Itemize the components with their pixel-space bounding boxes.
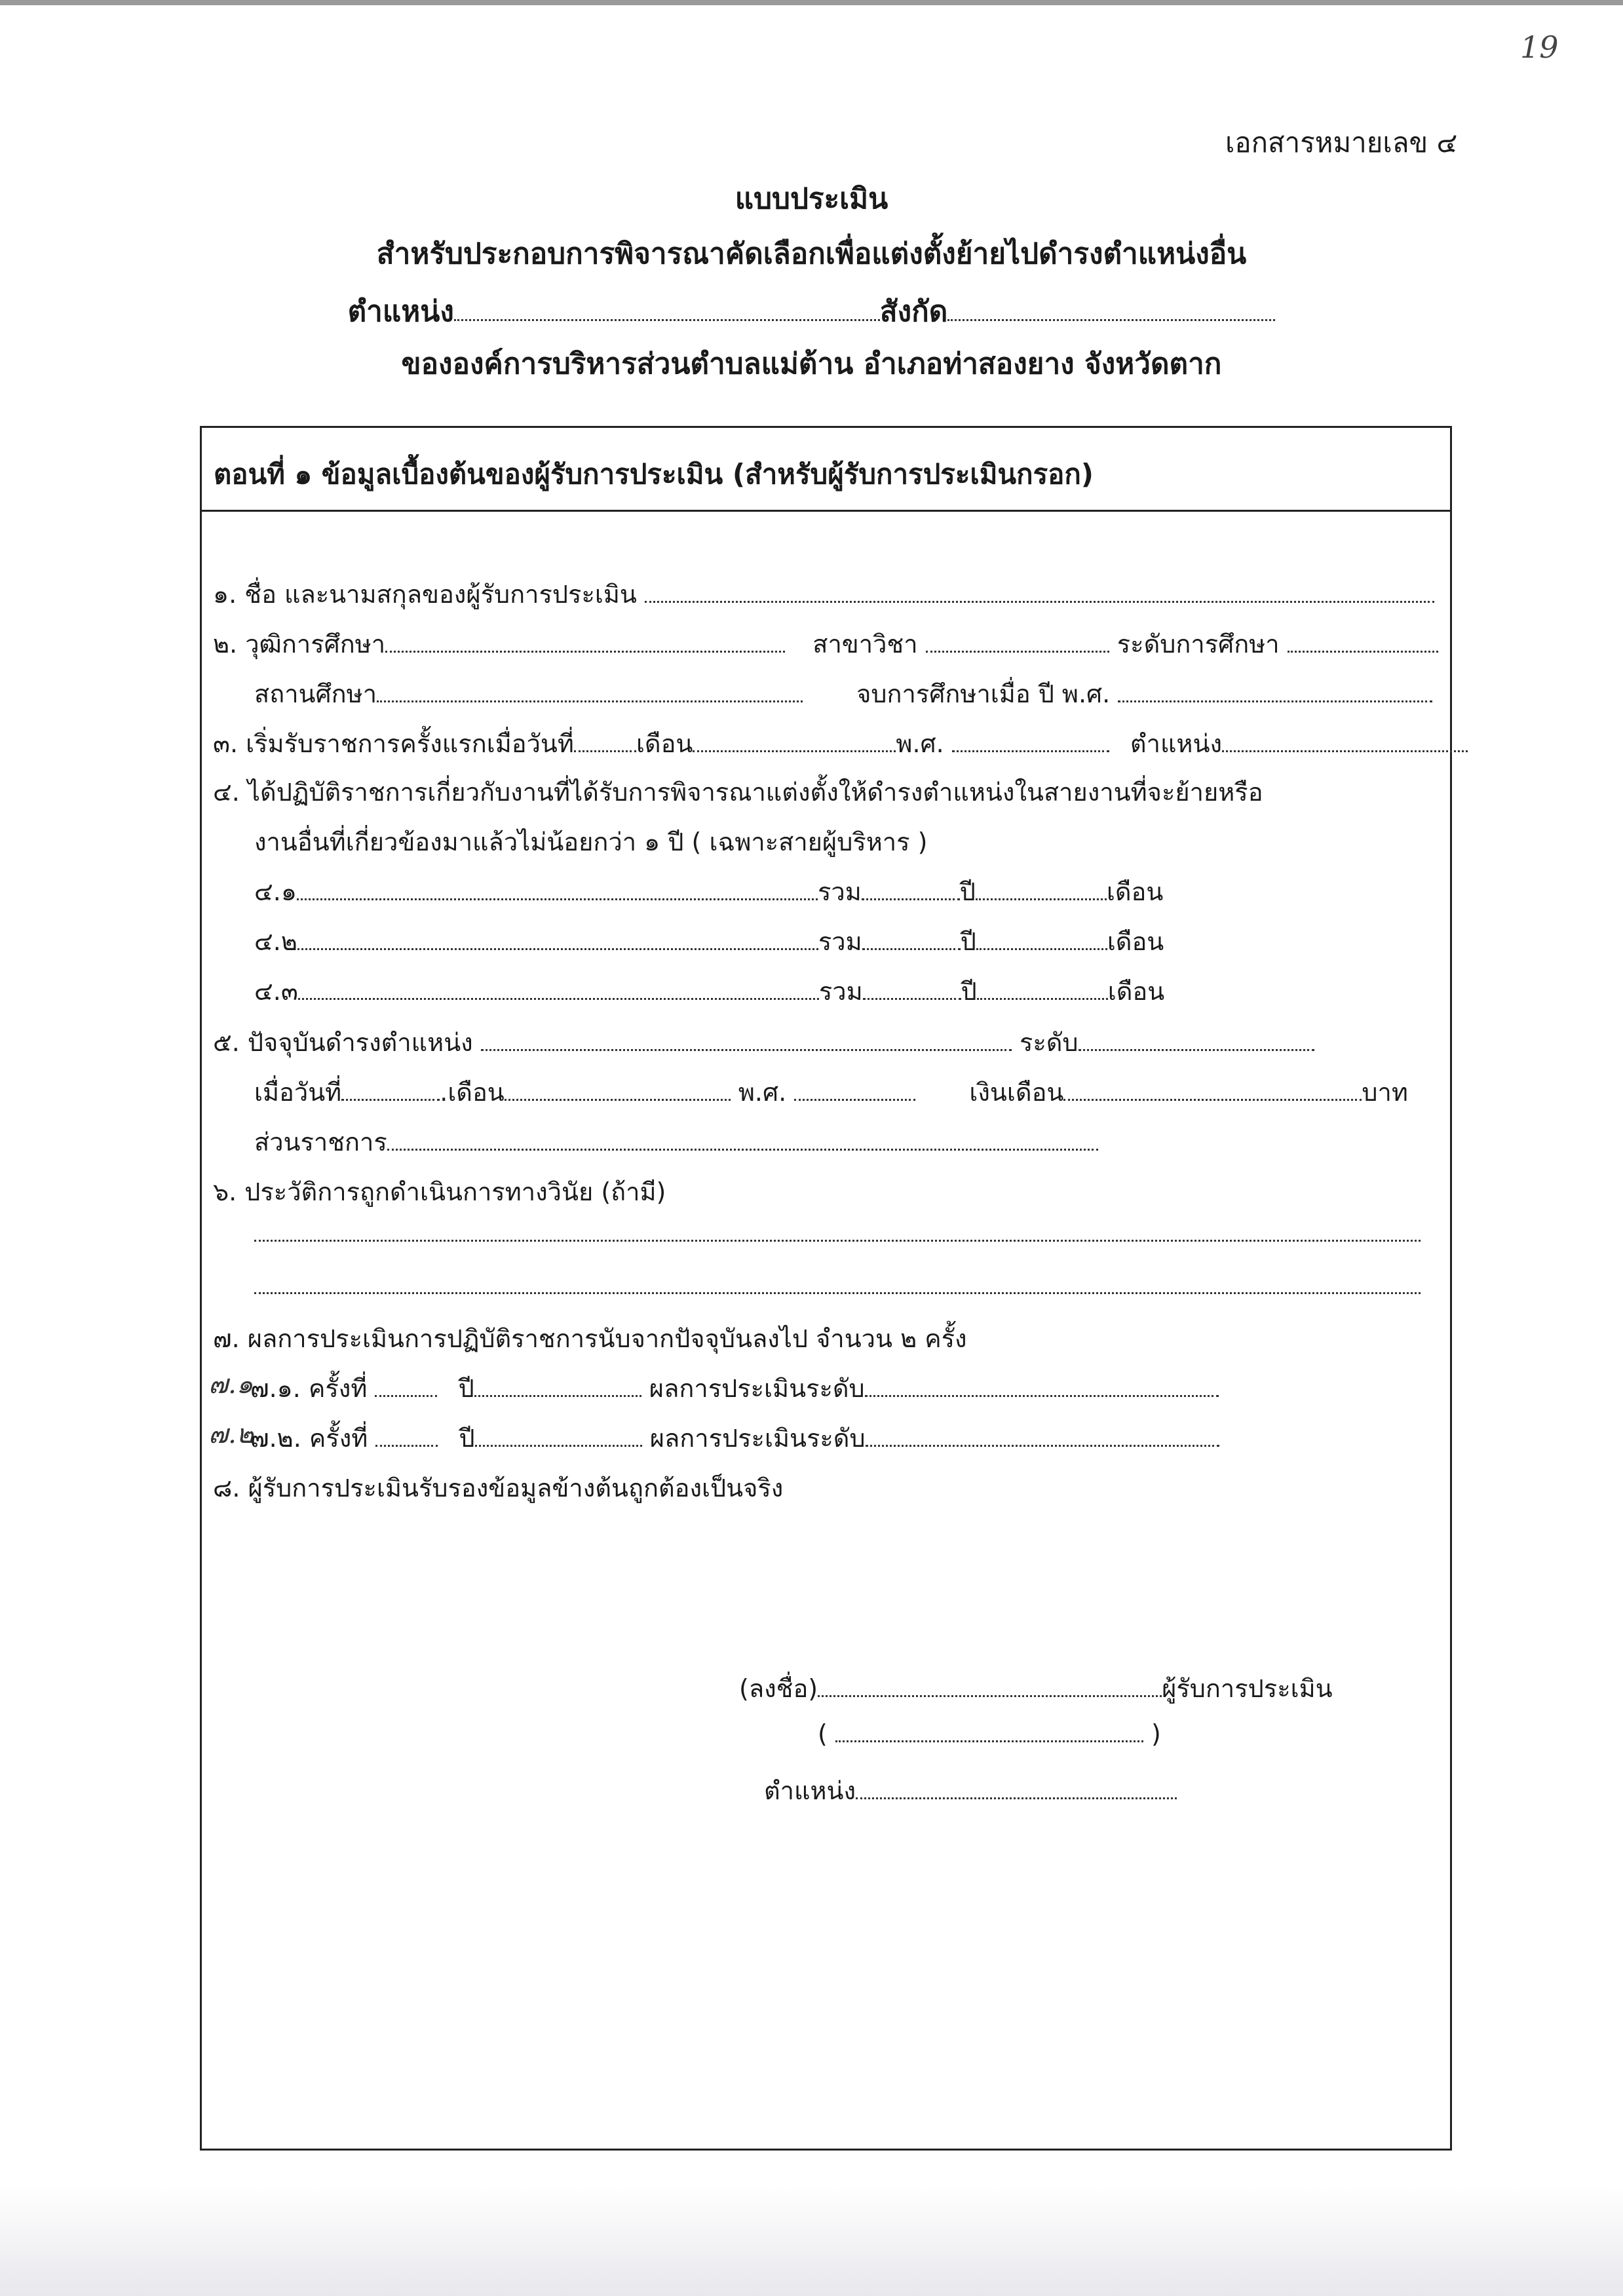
times-blank[interactable] [375, 1426, 438, 1447]
level-blank[interactable] [1288, 632, 1438, 653]
field-1-label: ๑. ชื่อ และนามสกุลของผู้รับการประเมิน [213, 580, 637, 609]
baht-label: บาท [1362, 1078, 1408, 1107]
current-level-label: ระดับ [1019, 1028, 1079, 1057]
times-label: ครั้งที่ [308, 1374, 368, 1403]
position-blank[interactable] [454, 301, 880, 321]
work-blank[interactable] [297, 880, 818, 900]
scan-edge-top [0, 0, 1623, 5]
current-position-blank[interactable] [481, 1031, 1012, 1051]
field-2-row [213, 624, 1438, 664]
year-blank[interactable] [976, 880, 1107, 900]
item-number: ๔.๓ [254, 977, 298, 1006]
close-paren: ) [1151, 1719, 1161, 1748]
level-label: ระดับการศึกษา [1117, 630, 1280, 659]
field-8-row: ๘. ผู้รับการประเมินรับรองข้อมูลข้างต้นถูกต้องเป็นจริง [213, 1474, 784, 1502]
field-2b-row [254, 674, 1432, 714]
result-label: ผลการประเมินระดับ [649, 1374, 865, 1403]
unit-blank[interactable] [387, 1130, 1098, 1151]
field-4-item [254, 971, 1164, 1011]
start-month-label: เดือน [636, 729, 693, 758]
salary-blank[interactable] [1063, 1081, 1362, 1101]
year-blank[interactable] [474, 1377, 641, 1397]
field-5-row [213, 1022, 1314, 1062]
total-blank[interactable] [862, 880, 960, 900]
discipline-blank[interactable] [254, 1221, 1421, 1242]
year-label: ปี [960, 927, 976, 956]
affiliation-label: สังกัด [879, 295, 948, 328]
discipline-blank[interactable] [254, 1274, 1421, 1294]
date-blank[interactable] [341, 1081, 440, 1101]
month-label: .เดือน [440, 1078, 505, 1107]
section-header [202, 428, 1450, 512]
field-5b-row [254, 1072, 1408, 1112]
signature-row [739, 1668, 1333, 1708]
education-blank[interactable] [385, 632, 785, 653]
start-position-blank[interactable] [1222, 732, 1468, 752]
organization-line: ขององค์การบริหารส่วนตำบลแม่ต้าน อำเภอท่าสองยาง จังหวัดตาก [401, 347, 1222, 381]
work-blank[interactable] [297, 930, 818, 950]
year-label: ปี [459, 1424, 475, 1453]
evaluation-row [250, 1418, 1219, 1458]
total-label: รวม [818, 977, 863, 1006]
field-3-row [213, 723, 1468, 763]
total-label: รวม [817, 877, 862, 906]
salary-label: เงินเดือน [969, 1078, 1064, 1107]
position-affiliation-line [0, 288, 1623, 334]
signature-position-blank[interactable] [856, 1779, 1177, 1799]
year-label: ปี [458, 1374, 474, 1403]
section-title: ตอนที่ ๑ ข้อมูลเบื้องต้นของผู้รับการประเมิน (สำหรับผู้รับการประเมินกรอก) [214, 458, 1094, 490]
year-blank[interactable] [794, 1081, 915, 1101]
month-label: เดือน [1107, 977, 1165, 1006]
field-7-row: ๗. ผลการประเมินการปฏิบัติราชการนับจากปัจจุบันลงไป จำนวน ๒ ครั้ง [213, 1324, 967, 1353]
item-number: ๔.๑ [254, 877, 297, 906]
field-6-blank-row [254, 1219, 1421, 1248]
field-2-label: ๒. วุฒิการศึกษา [213, 630, 386, 659]
signature-role: ผู้รับการประเมิน [1162, 1674, 1333, 1703]
field-4-row: ๔. ได้ปฏิบัติราชการเกี่ยวกับงานที่ได้รับการพิจารณาแต่งตั้งให้ดำรงตำแหน่งในสายงานที่จะย้ายหรือ [213, 778, 1263, 807]
start-year-blank[interactable] [952, 732, 1109, 752]
result-blank[interactable] [865, 1377, 1219, 1397]
start-day-blank[interactable] [574, 732, 636, 752]
year-blank[interactable] [976, 930, 1107, 950]
current-level-blank[interactable] [1079, 1031, 1314, 1051]
work-blank[interactable] [298, 980, 819, 1000]
unit-label: ส่วนราชการ [254, 1128, 387, 1157]
result-label: ผลการประเมินระดับ [649, 1424, 866, 1453]
year-label: พ.ศ. [738, 1078, 787, 1107]
affiliation-blank[interactable] [947, 301, 1275, 321]
handwritten-note: ๗.๑ [208, 1369, 254, 1400]
field-5c-row [254, 1122, 1098, 1162]
total-blank[interactable] [862, 930, 961, 950]
result-blank[interactable] [866, 1426, 1219, 1447]
field-4-item [254, 921, 1164, 961]
sign-label: (ลงชื่อ) [739, 1674, 818, 1703]
year-blank[interactable] [475, 1426, 642, 1447]
major-blank[interactable] [926, 632, 1109, 653]
field-1-row [213, 574, 1434, 614]
year-label: ปี [959, 877, 976, 906]
month-label: เดือน [1106, 877, 1164, 906]
signature-blank[interactable] [818, 1677, 1162, 1697]
field-1-blank[interactable] [645, 583, 1434, 603]
position-label: ตำแหน่ง [347, 295, 454, 328]
field-3-label: ๓. เริ่มรับราชการครั้งแรกเมื่อวันที่ [213, 729, 574, 758]
school-blank[interactable] [377, 682, 803, 702]
date-label: เมื่อวันที่ [254, 1078, 342, 1107]
year-label: ปี [961, 977, 977, 1006]
major-label: สาขาวิชา [812, 630, 918, 659]
start-month-blank[interactable] [693, 732, 896, 752]
total-blank[interactable] [863, 980, 961, 1000]
item-number: ๔.๒ [254, 927, 297, 956]
form-title: แบบประเมิน [735, 182, 888, 216]
times-label: ครั้งที่ [309, 1424, 368, 1453]
school-label: สถานศึกษา [254, 679, 377, 708]
total-label: รวม [818, 927, 862, 956]
page-number: 19 [1520, 29, 1559, 65]
printed-name-blank[interactable] [835, 1722, 1143, 1742]
signature-name-row [818, 1719, 1161, 1748]
signature-position-row [764, 1770, 1177, 1810]
signature-position-label: ตำแหน่ง [764, 1776, 856, 1805]
year-blank[interactable] [977, 980, 1108, 1000]
month-label: เดือน [1107, 927, 1164, 956]
times-blank[interactable] [375, 1377, 437, 1397]
form-subtitle: สำหรับประกอบการพิจารณาคัดเลือกเพื่อแต่งตั้งย้ายไปดำรงตำแหน่งอื่น [376, 237, 1247, 271]
month-blank[interactable] [505, 1081, 731, 1101]
handwritten-note: ๗.๒ [208, 1419, 254, 1449]
start-year-label: พ.ศ. [896, 729, 944, 758]
start-position-label: ตำแหน่ง [1130, 729, 1223, 758]
document-number: เอกสารหมายเลข ๔ [1225, 126, 1458, 159]
grad-label: จบการศึกษาเมื่อ ปี พ.ศ. [856, 679, 1111, 708]
field-4-row-2: งานอื่นที่เกี่ยวข้องมาแล้วไม่น้อยกว่า ๑ ปี ( เฉพาะสายผู้บริหาร ) [254, 828, 928, 856]
field-6-row: ๖. ประวัติการถูกดำเนินการทางวินัย (ถ้ามี) [213, 1177, 666, 1206]
evaluation-number: ๗.๑. [250, 1374, 301, 1403]
field-5-label: ๕. ปัจจุบันดำรงตำแหน่ง [213, 1028, 473, 1057]
field-4-item [254, 871, 1163, 911]
grad-blank[interactable] [1118, 682, 1432, 702]
open-paren: ( [818, 1719, 828, 1748]
evaluation-number: ๗.๒. [250, 1424, 301, 1453]
field-6-blank-row [254, 1271, 1421, 1300]
scan-edge-bottom [0, 2185, 1623, 2296]
evaluation-row [250, 1368, 1219, 1408]
